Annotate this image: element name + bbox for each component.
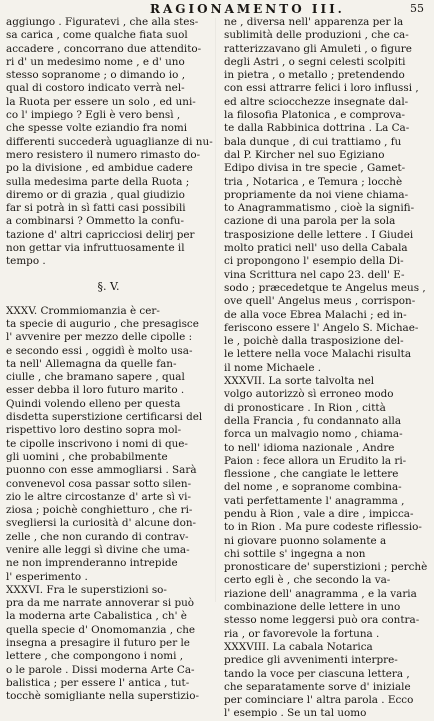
text-line: per cominciare l' altra parola . Ecco bbox=[224, 694, 414, 707]
text-line: ci propongono l' esempio della Di- bbox=[224, 255, 404, 268]
text-line: ta nell' Allemagna da quelle fan- bbox=[6, 357, 177, 370]
text-line: combinazione delle lettere in uno bbox=[224, 601, 401, 614]
text-line: to in Rion . Ma pure codeste riflessio- bbox=[224, 521, 422, 534]
text-line: tria , Notarica , e Temura ; locchè bbox=[224, 175, 403, 188]
page-number: 55 bbox=[410, 2, 424, 15]
text-line: con essi attrarre felici i loro influssi , bbox=[224, 82, 419, 95]
text-line: riazione dell' anagramma , e la varia bbox=[224, 587, 417, 600]
running-title: RAGIONAMENTO III. bbox=[150, 2, 345, 16]
text-line: della Francia , fu condannato alla bbox=[224, 414, 402, 427]
text-line: sulla medesima parte della Ruota ; bbox=[6, 175, 190, 188]
text-line: del nome , e sopranome combina- bbox=[224, 481, 402, 494]
text-line: to nell' idioma nazionale , Andre bbox=[224, 441, 395, 454]
text-line: XXXVIII. La cabala Notarica bbox=[224, 640, 373, 653]
text-line: XXXVII. La sorte talvolta nel bbox=[224, 375, 375, 388]
text-line: o le parole . Dissi moderna Arte Ca- bbox=[6, 663, 195, 676]
text-line: bala dunque , di cui trattiamo , fu bbox=[224, 135, 402, 148]
text-line: la moderna arte Cabalistica , ch' è bbox=[6, 610, 187, 623]
text-line: ria , or favorevole la fortuna . bbox=[224, 627, 380, 640]
text-line: chi sottile s' ingegna a non bbox=[224, 547, 366, 560]
text-line: gli uomini , che probabilmente bbox=[6, 450, 168, 463]
text-line: po la divisione , ed ambidue cadere bbox=[6, 162, 193, 175]
text-line: certo egli è , che secondo la va- bbox=[224, 574, 391, 587]
text-line: l' avvenire per mezzo delle cipolle : bbox=[6, 331, 193, 344]
text-line: stesso nome leggersi può ora contra- bbox=[224, 614, 420, 627]
text-line: in pietra , o metallo ; pretendendo bbox=[224, 69, 405, 82]
section-heading: §. V. bbox=[97, 279, 120, 293]
text-line: co l' impiego ? Egli è vero bensì , bbox=[6, 109, 181, 122]
text-line: to Anagrammatismo , cioè la signifi- bbox=[224, 202, 415, 215]
text-line: Quindi volendo elleno per questa bbox=[6, 397, 181, 410]
text-line: cazione di una parola per la sola bbox=[224, 215, 396, 228]
text-line: pronosticare de' superstizioni ; perchè bbox=[224, 561, 428, 574]
text-line: che separatamente sorve d' iniziale bbox=[224, 680, 411, 693]
text-line: predice gli avvenimenti interpre- bbox=[224, 654, 398, 667]
text-line: lettere , che compongono i nomi , bbox=[6, 650, 184, 663]
text-line: di pronosticare . In Rion , città bbox=[224, 401, 386, 414]
text-line: ne , diversa nell' apparenza per la bbox=[224, 16, 404, 28]
text-line: che spesse volte eziandio fra nomi bbox=[6, 122, 188, 135]
text-line: rispettivo loro destino sopra mol- bbox=[6, 424, 182, 437]
text-line: degli Astri , o segni celesti scolpiti bbox=[224, 55, 406, 68]
text-line: dal P. Kircher nel suo Egiziano bbox=[224, 148, 385, 161]
text-line: flessione , che cangiate le lettere bbox=[224, 468, 399, 481]
text-line: far si potrà in sì fatti casi possibili bbox=[6, 202, 186, 215]
text-line: stesso sopranome ; o dimando io , bbox=[6, 69, 186, 82]
text-line: accadere , concorrano due attendito- bbox=[6, 42, 202, 55]
text-line: svegliersi la curiosità d' alcune don- bbox=[6, 517, 197, 530]
text-line: la filosofia Platonica , e comprova- bbox=[224, 109, 406, 122]
text-line: disdetta superstizione certificarsi del bbox=[6, 411, 203, 424]
text-line: il nome Michaele . bbox=[224, 361, 322, 374]
text-line: diremo or di grazia , qual giudizio bbox=[6, 188, 185, 201]
text-line: mero resistero il numero rimasto do- bbox=[6, 148, 201, 161]
text-line: convenevol cosa passar sotto silen- bbox=[6, 477, 192, 490]
text-line: sa carica , come qualche fiata suol bbox=[6, 29, 188, 42]
text-line: de alla voce Ebrea Malachi ; ed in- bbox=[224, 308, 407, 321]
text-line: Edipo divisa in tre specie , Gamet- bbox=[224, 162, 406, 175]
text-line: molto pratici nell' uso della Cabala bbox=[224, 242, 408, 255]
text-line: venire alle leggi sì divine che uma- bbox=[6, 543, 190, 556]
text-line: propriamente da noi viene chiama- bbox=[224, 188, 409, 201]
text-line: tocchè somigliante nella superstizio- bbox=[6, 690, 199, 703]
text-line: sublimità delle produzioni , che ca- bbox=[224, 29, 409, 42]
text-line: ove quell' Angelus meus , corrispon- bbox=[224, 295, 416, 308]
text-line: le lettere nella voce Malachi risulta bbox=[224, 348, 412, 361]
text-line: pra da me narrate annoverar si può bbox=[6, 597, 195, 610]
text-line: ed altre sciocchezze insegnate dal- bbox=[224, 95, 409, 108]
text-line: non gettar via infruttuosamente il bbox=[6, 242, 185, 255]
text-line: ri d' un medesimo nome , e d' uno bbox=[6, 55, 185, 68]
text-line: te cipolle inscrivono i nomi di que- bbox=[6, 437, 188, 450]
text-line: zio le altre circostanze d' arte sì vi- bbox=[6, 490, 192, 503]
text-line: la Ruota per essere un solo , ed uni- bbox=[6, 95, 196, 108]
text-line: feriscono essere l' Angelo S. Michae- bbox=[224, 321, 419, 334]
text-line: XXXVI. Fra le superstizioni so- bbox=[6, 583, 167, 596]
text-line: balistica ; per essere l' antica , tut- bbox=[6, 676, 190, 689]
text-line: tempo . bbox=[6, 255, 46, 268]
text-line: puonno con esse ammogliarsi . Sarà bbox=[6, 464, 197, 477]
text-line: pendu à Rion , vale a dire , impicca- bbox=[224, 507, 414, 520]
text-line: trasposizione delle lettere . I Giudei bbox=[224, 228, 414, 241]
text-line: l' esempio . Se un tal uomo bbox=[224, 707, 367, 720]
text-line: esser debba il loro futuro marito . bbox=[6, 384, 185, 397]
text-line: vati perfettamente l' anagramma , bbox=[224, 494, 405, 507]
text-line: le , poichè dalla trasposizione del- bbox=[224, 335, 404, 348]
text-line: zelle , che non curando di contrav- bbox=[6, 530, 189, 543]
text-line: differenti succederà uguaglianze di nu- bbox=[6, 135, 213, 148]
text-line: l' esperimento . bbox=[6, 570, 88, 583]
text-line: ratterizzavano gli Amuleti , o figure bbox=[224, 42, 412, 55]
page-header bbox=[0, 2, 434, 16]
text-line: tando la voce per ciascuna lettera , bbox=[224, 667, 410, 680]
text-line: ciulle , che bramano sapere , qual bbox=[6, 371, 185, 384]
text-line: aggiungo . Figuratevi , che alla stes- bbox=[6, 16, 199, 28]
text-line: volgo autorizzò sì erroneo modo bbox=[224, 388, 394, 401]
right-column bbox=[224, 16, 428, 720]
text-line: ne non imprenderanno intrepide bbox=[6, 557, 178, 570]
column-gutter bbox=[215, 18, 216, 602]
text-line: ta specie di augurio , che presagisce bbox=[6, 317, 199, 330]
text-line: ni giovare puonno solamente a bbox=[224, 534, 387, 547]
text-line: XXXV. Crommiomanzia è cer- bbox=[6, 304, 160, 317]
text-line: Paion : fece allora un Erudito la ri- bbox=[224, 454, 407, 467]
text-line: qual di costoro indicato verrà nel- bbox=[6, 82, 185, 95]
text-line: vina Scrittura nel capo 23. dell' E- bbox=[224, 268, 405, 281]
text-line: ziosa ; poichè conghietturo , che ri- bbox=[6, 504, 193, 517]
text-line: forca un malvagio nomo , chiama- bbox=[224, 428, 403, 441]
text-line: tazione d' altri capricciosi delirj per bbox=[6, 228, 195, 241]
text-line: insegna a presagire il futuro per le bbox=[6, 637, 190, 650]
text-line: e secondo essi , oggidì è molto usa- bbox=[6, 344, 193, 357]
text-line: quella specie d' Onomomanzia , che bbox=[6, 623, 196, 636]
text-line: te dalla Rabbinica dottrina . La Ca- bbox=[224, 122, 410, 135]
text-line: sodo ; præcedetque te Angelus meus , bbox=[224, 281, 426, 294]
text-line: a combinarsi ? Ommetto la confu- bbox=[6, 215, 185, 228]
left-column bbox=[6, 16, 213, 703]
